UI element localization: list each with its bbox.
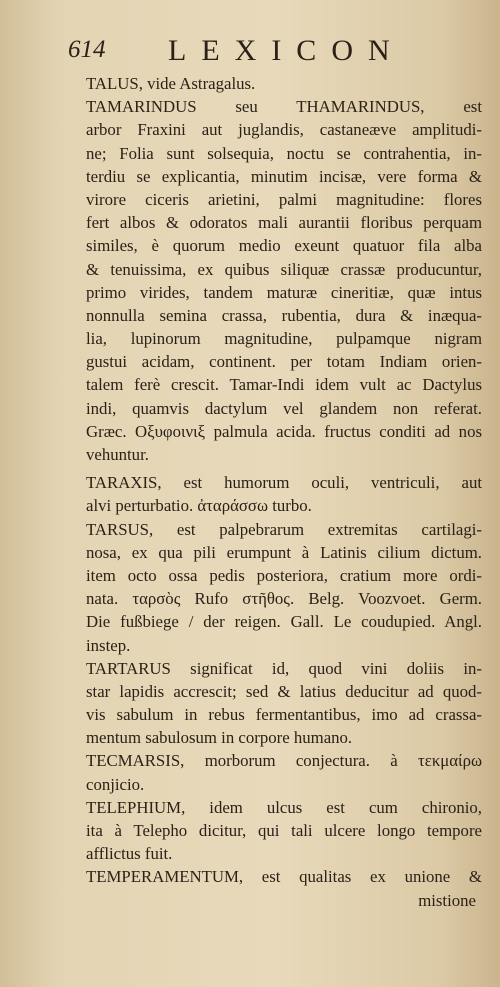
entry-telephium [86,796,482,866]
page-number: 614 [68,36,106,63]
running-title: LEXICON [168,34,405,67]
text-line: & tenuissima, ex quibus siliquæ crassæ producuntur, [86,259,482,279]
text-line: instep. [86,635,131,655]
text-line: TELEPHIUM, idem ulcus est cum chironio, [86,797,482,817]
entry-temperamentum [86,865,482,888]
page-header [68,36,480,76]
entry-tamarindus [86,95,482,466]
text-line: star lapidis accrescit; sed & latius deducitur ad quod- [86,681,482,701]
text-line: talem ferè crescit. Tamar-Indi idem vult ac Dactylus [86,375,482,395]
text-line: mentum sabulosum in corpore humano. [86,728,353,748]
text-line: nonnulla semina crassa, rubentia, dura & inæqua- [86,305,482,325]
catchword: mistione [418,890,476,910]
text-line: similes, è quorum medio exeunt quatuor fila alba [86,236,482,256]
entry-tarsus [86,518,482,657]
text-line: TARSUS, est palpebrarum extremitas cartilagi- [86,519,482,539]
text-line: TARAXIS, est humorum oculi, ventriculi, aut [86,473,482,493]
text-line: Die fußbiege / der reigen. Gall. Le coudupied. Angl. [86,612,482,632]
entry-taraxis [86,471,482,517]
text-line: TALUS, vide Astragalus. [86,74,256,93]
text-line: TAMARINDUS seu THAMARINDUS, est [86,97,482,117]
entry-talus [86,72,482,95]
text-line: indi, quamvis dactylum vel glandem non referat. [86,398,482,418]
text-line: alvi perturbatio. ἀταράσσω turbo. [86,496,312,516]
entry-tartarus [86,657,482,750]
text-line: primo virides, tandem maturæ cineritiæ, quæ intus [86,282,482,302]
text-line: nosa, ex qua pili erumpunt à Latinis cilium dictum. [86,542,482,562]
text-line: gustui acidam, continent. per totam Indiam orien- [86,352,482,372]
text-line: nata. ταρσὸς Rufo στῆθος. Belg. Voozvoet. Germ. [86,589,482,609]
text-line: ne; Folia sunt solsequia, noctu se contrahentia, in- [86,143,482,163]
entry-tecmarsis [86,749,482,795]
text-line: fert albos & odoratos mali aurantii floribus perquam [86,213,482,233]
text-line: conjicio. [86,774,145,794]
text-line: ita à Telepho dicitur, qui tali ulcere longo tempore [86,821,482,840]
text-line: terdiu se explicantia, minutim incisæ, vere forma & [86,166,482,186]
text-line: TEMPERAMENTUM, est qualitas ex unione & [86,867,482,887]
text-line: Græc. Οξυφοινιξ palmula acida. fructus conditi ad nos [86,421,482,441]
text-line: TARTARUS significat id, quod vini doliis in- [86,658,482,678]
text-line: lia, lupinorum magnitudine, pulpamque nigram [86,329,482,349]
text-line: arbor Fraxini aut juglandis, castaneæve amplitudi- [86,120,482,140]
text-line: item octo ossa pedis posteriora, cratium more ordi- [86,565,482,585]
lexicon-text [86,72,482,915]
text-line: vehuntur. [86,445,149,464]
text-line: afflictus fuit. [86,844,173,864]
text-line: vis sabulum in rebus fermentantibus, imo ad crassa- [86,705,482,725]
text-line: TECMARSIS, morborum conjectura. à τεκμαίρω [86,751,482,771]
text-line: virore ciceris arietini, palmi magnitudine: flores [86,189,482,209]
